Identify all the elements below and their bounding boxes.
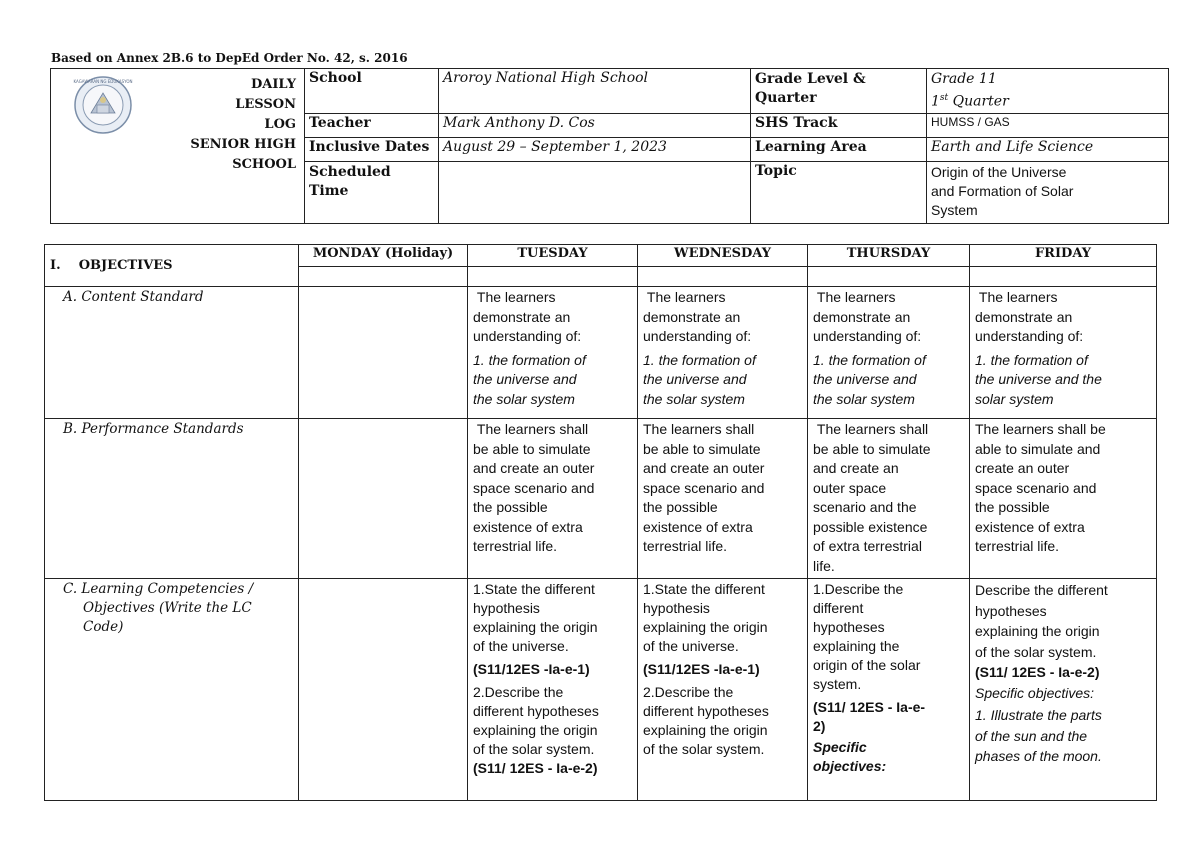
- empty-cell: [468, 267, 638, 287]
- shs-track-label: SHS Track: [751, 113, 927, 137]
- empty-cell: [970, 267, 1157, 287]
- lc-code: (S11/12ES -Ia-e-1): [643, 661, 760, 677]
- specific-objectives-heading: Specific objectives:: [975, 684, 1095, 701]
- performance-wednesday: The learners shall be able to simulate and create an outer space scenario and the possible existence of extra terrestrial life.: [638, 419, 808, 579]
- lc-code: (S11/12ES -Ia-e-1): [473, 661, 590, 677]
- lc-code: (S11/ 12ES - Ia-e-2): [473, 760, 598, 776]
- teacher-value: Mark Anthony D. Cos: [439, 113, 751, 137]
- empty-cell: [638, 267, 808, 287]
- performance-standards-label: B. Performance Standards: [45, 419, 299, 579]
- scheduled-time-value: [439, 161, 751, 223]
- empty-cell: [808, 267, 970, 287]
- title-line: LOG: [264, 117, 296, 132]
- grade-quarter-value: Grade 11 1st Quarter: [927, 69, 1169, 114]
- day-header-tuesday: TUESDAY: [468, 245, 638, 267]
- content-wednesday: The learners demonstrate an understanding of: 1. the formation of the universe and the solar system: [638, 287, 808, 419]
- school-value: Aroroy National High School: [439, 69, 751, 114]
- learning-area-value: Earth and Life Science: [927, 137, 1169, 161]
- teacher-label: Teacher: [305, 113, 439, 137]
- performance-tuesday: The learners shall be able to simulate and create an outer space scenario and the possible existence of extra terrestrial life.: [468, 419, 638, 579]
- content-thursday: The learners demonstrate an understanding of: 1. the formation of the universe and the solar system: [808, 287, 970, 419]
- inclusive-dates-label: Inclusive Dates: [305, 137, 439, 161]
- header-table: [50, 68, 1169, 224]
- inclusive-dates-value: August 29 – September 1, 2023: [439, 137, 751, 161]
- title-line: SENIOR HIGH: [190, 137, 296, 152]
- day-header-thursday: THURSDAY: [808, 245, 970, 267]
- topic-value: Origin of the Universe and Formation of Solar System: [927, 161, 1169, 223]
- lc-code: (S11/ 12ES - Ia-e-2): [975, 664, 1100, 680]
- performance-friday: The learners shall be able to simulate and create an outer space scenario and the possible existence of extra terrestrial life.: [970, 419, 1157, 579]
- title-cell: [51, 69, 305, 224]
- content-monday: [299, 287, 468, 419]
- performance-monday: [299, 419, 468, 579]
- topic-label: Topic: [751, 161, 927, 223]
- day-header-friday: FRIDAY: [970, 245, 1157, 267]
- daily-lesson-log-title: [190, 75, 296, 175]
- objectives-heading: I. OBJECTIVES: [45, 245, 299, 287]
- objectives-table: [44, 244, 1157, 801]
- lc-code: (S11/ 12ES - Ia-e- 2): [813, 699, 926, 734]
- day-header-wednesday: WEDNESDAY: [638, 245, 808, 267]
- learning-area-label: Learning Area: [751, 137, 927, 161]
- grade-quarter-label: Grade Level & Quarter: [751, 69, 927, 114]
- learning-competencies-label: C. Learning Competencies / Objectives (Write the LC Code): [45, 579, 299, 801]
- title-line: SCHOOL: [232, 157, 296, 172]
- competencies-monday: [299, 579, 468, 801]
- competencies-tuesday: 1.State the different hypothesis explaining the origin of the universe. (S11/12ES -Ia-e-1) 2.Describe the different hypotheses explaining the origin of the solar system. (S11/ 12ES - Ia-e-2): [468, 579, 638, 801]
- svg-text:KAGAWARAN NG EDUKASYON: KAGAWARAN NG EDUKASYON: [73, 79, 133, 84]
- empty-cell: [299, 267, 468, 287]
- title-line: DAILY: [250, 77, 296, 92]
- content-tuesday: The learners demonstrate an understanding of: 1. the formation of the universe and the solar system: [468, 287, 638, 419]
- day-header-monday: MONDAY (Holiday): [299, 245, 468, 267]
- deped-seal-logo: [57, 75, 149, 135]
- shs-track-value: HUMSS / GAS: [927, 113, 1169, 137]
- content-friday: The learners demonstrate an understanding of: 1. the formation of the universe and the solar system: [970, 287, 1157, 419]
- title-line: LESSON: [235, 97, 296, 112]
- competencies-wednesday: 1.State the different hypothesis explaining the origin of the universe. (S11/12ES -Ia-e-1) 2.Describe the different hypotheses explaining the origin of the solar system.: [638, 579, 808, 801]
- performance-thursday: The learners shall be able to simulate and create an outer space scenario and the possible existence of extra terrestrial life.: [808, 419, 970, 579]
- annex-reference: Based on Annex 2B.6 to DepEd Order No. 42, s. 2016: [51, 51, 408, 65]
- specific-objectives-heading: Specific objectives:: [813, 739, 887, 774]
- competencies-friday: Describe the different hypotheses explaining the origin of the solar system. (S11/ 12ES - Ia-e-2) Specific objectives: 1. Illustrate the parts of the sun and the phases of the moon.: [970, 579, 1157, 801]
- content-standard-label: A. Content Standard: [45, 287, 299, 419]
- competencies-thursday: 1.Describe the different hypotheses explaining the origin of the solar system. (S11/ 12ES - Ia-e- 2) Specific objectives:: [808, 579, 970, 801]
- school-label: School: [305, 69, 439, 114]
- scheduled-time-label: Scheduled Time: [305, 161, 439, 223]
